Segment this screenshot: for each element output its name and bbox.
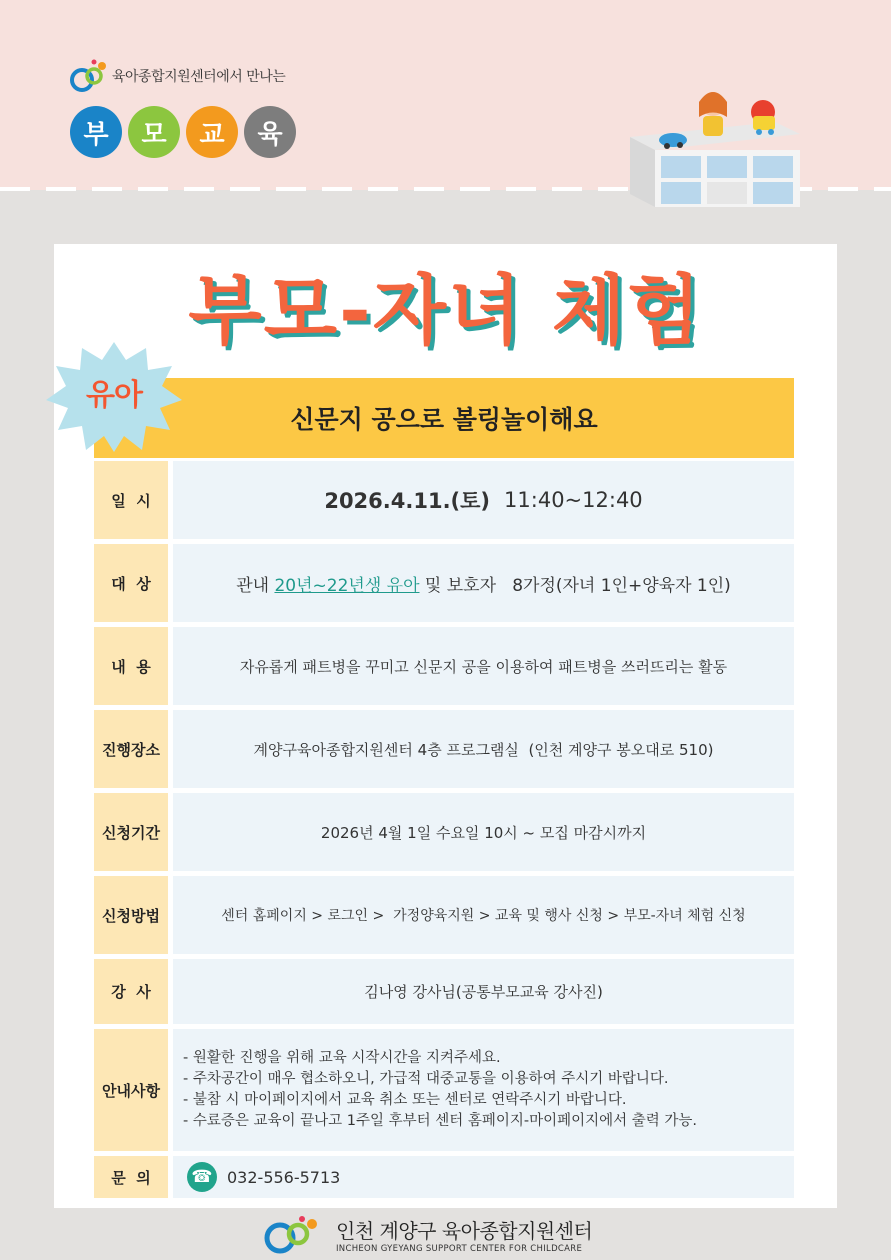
label-instructor: 강 사: [94, 959, 168, 1024]
footer: [262, 1212, 642, 1256]
row-place: [94, 710, 794, 788]
parent-education-circles: [70, 106, 296, 158]
event-date: 2026.4.11.(토): [324, 489, 491, 513]
program-title: 신문지 공으로 볼링놀이해요: [290, 405, 598, 434]
value-instructor: 김나영 강사님(공통부모교육 강사진): [173, 959, 794, 1024]
circle-mo: 모: [128, 106, 180, 158]
value-place: 계양구육아종합지원센터 4층 프로그램실 (인천 계양구 봉오대로 510): [173, 710, 794, 788]
row-method: [94, 876, 794, 954]
target-post: 및 보호자 8가정(자녀 1인+양육자 1인): [419, 575, 731, 596]
value-method: 센터 홈페이지 > 로그인 > 가정양육지원 > 교육 및 행사 신청 > 부모-자녀 체험 신청: [173, 876, 794, 954]
target-highlight: 20년~22년생 유아: [274, 575, 420, 596]
label-target: 대 상: [94, 544, 168, 622]
target-pre: 관내: [236, 575, 275, 596]
notice-item: - 불참 시 마이페이지에서 교육 취소 또는 센터로 연락주시기 바랍니다.: [183, 1092, 627, 1108]
notice-list: [183, 1048, 697, 1132]
label-content: 내 용: [94, 627, 168, 705]
toy-shelf-illustration: [625, 82, 805, 207]
notice-item: - 원활한 진행을 위해 교육 시작시간을 지켜주세요.: [183, 1050, 501, 1066]
row-content: [94, 627, 794, 705]
page-title: 부모-자녀 체험: [188, 266, 703, 355]
label-contact: 문 의: [94, 1156, 168, 1198]
label-place: 진행장소: [94, 710, 168, 788]
value-period: 2026년 4월 1일 수요일 10시 ~ 모집 마감시까지: [173, 793, 794, 871]
age-group-badge: 유아: [86, 378, 142, 413]
row-datetime: [94, 461, 794, 539]
label-notice: 안내사항: [94, 1029, 168, 1151]
label-period: 신청기간: [94, 793, 168, 871]
info-table: [94, 461, 794, 1203]
value-contact: [173, 1156, 794, 1198]
label-method: 신청방법: [94, 876, 168, 954]
phone-icon: ☎: [187, 1162, 217, 1192]
program-title-banner: [94, 378, 794, 458]
value-datetime: [173, 461, 794, 539]
footer-center-name: 인천 계양구 육아종합지원센터: [336, 1218, 593, 1243]
footer-logo-icon: [262, 1214, 326, 1254]
notice-item: - 주차공간이 매우 협소하오니, 가급적 대중교통을 이용하여 주시기 바랍니다.: [183, 1071, 669, 1087]
row-contact: [94, 1156, 794, 1198]
row-instructor: [94, 959, 794, 1024]
circle-yuk: 육: [244, 106, 296, 158]
row-period: [94, 793, 794, 871]
notice-item: - 수료증은 교육이 끝나고 1주일 후부터 센터 홈페이지-마이페이지에서 출력 가능.: [183, 1113, 698, 1129]
label-datetime: 일 시: [94, 461, 168, 539]
value-target: [173, 544, 794, 622]
contact-phone[interactable]: 032-556-5713: [227, 1167, 341, 1187]
footer-center-name-en: INCHEON GYEYANG SUPPORT CENTER FOR CHILDCARE: [336, 1243, 583, 1254]
value-content: 자유롭게 패트병을 꾸미고 신문지 공을 이용하여 패트병을 쓰러뜨리는 활동: [173, 627, 794, 705]
circle-gyo: 교: [186, 106, 238, 158]
center-logo-icon: [70, 58, 108, 94]
value-notice: [173, 1029, 794, 1151]
row-notice: [94, 1029, 794, 1151]
event-time: 11:40~12:40: [504, 488, 643, 512]
circle-bu: 부: [70, 106, 122, 158]
header-subtitle: 육아종합지원센터에서 만나는: [112, 69, 286, 85]
row-target: [94, 544, 794, 622]
header-subtitle-row: [70, 56, 285, 96]
